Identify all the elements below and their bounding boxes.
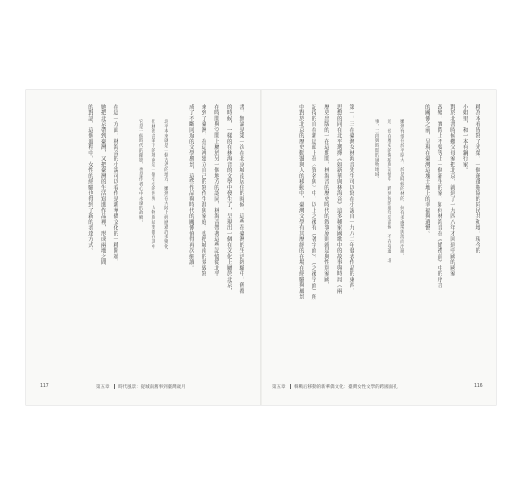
- block-quote-line: 事，二段與時間的風物地域。: [373, 114, 379, 182]
- text-column: 她把北京帶到臺灣，又把臺灣的生活寫進作品裡，形成兩地之間: [99, 104, 106, 265]
- left-page: [26, 90, 260, 405]
- page-number-left: 117: [40, 384, 49, 389]
- text-column: 記得的自在新這頭上在〈賀名與〉中，以上之後有（著字面）、（之後字面）所: [310, 104, 317, 300]
- text-column: 的關係之前，呈現在臺灣這塊土地上的幸福與遺憾。: [423, 104, 430, 237]
- block-quote-line: 但林海音筆下的城南是一個小小的世界，人物與故事都在其中，: [150, 114, 156, 254]
- text-column: 在這一方面，林海音的小說可以看作是新華僑文化的一種開端，: [112, 104, 119, 265]
- text-column: 種為本看皆寫了光榮，一個蓮蓬瓶協的同民共和地，現今的: [474, 104, 481, 254]
- block-quote-line: 近，也在歷史的傷痕與記憶中，跨到好的那年是前候，不在身邊，北: [386, 114, 392, 263]
- text-column: 對於北書時候難父母家把北京，就到了一九四八年才回到中國的國家: [449, 104, 456, 277]
- text-column: 的時候，一樣的在林海音的文學中發生了，呈現出一個在文化上屬於北京，: [225, 104, 232, 294]
- text-column: 在時間與空間上屬於另一個地方的認同，林海音帶著這些記憶從北平: [213, 104, 220, 277]
- page-number-right: 116: [474, 384, 483, 389]
- text-column: 思想的同在北平選擇《如新華與林海音》這多種家國歌中的故事與時局（兩: [335, 104, 342, 294]
- text-column: 中對於北京的歷史動盪與人的移動中，臺灣文學有其歷經的在場在經驗與風景: [297, 104, 304, 300]
- text-column: 小姐里，和一本有鋼行家。: [461, 104, 468, 173]
- running-head-left: [96, 384, 186, 390]
- running-head-title: 時代風景：從城南舊事到臺灣歲月: [118, 385, 186, 390]
- text-column: 書，無論是第一次在北京城南居住的時候，這些在臺灣的生活經驗中，舊都: [238, 104, 245, 294]
- separator: [114, 384, 115, 389]
- block-quote-line: 它是一個時代的縮影，也是作者心中永遠的故鄉。: [137, 114, 143, 225]
- running-head-right: [272, 384, 398, 390]
- right-page: [262, 90, 496, 405]
- running-head-section: 第五章: [96, 385, 110, 390]
- text-column: 的對話，這個過程中，女性的經驗也得到了新的表達方式。: [87, 104, 94, 254]
- book-spread: [26, 90, 496, 405]
- text-column: 歷史出版的一在這期間，林海音的歷史時代的敘事原則就是與性別家國，: [323, 104, 330, 288]
- text-column: 成了不斷回返的文學風景，這些作品與時代的關係值得再次細讀。: [187, 104, 194, 271]
- text-column: 改變，實際上不要等上一個新生的家，如何林海音在《婚禮前》中的序言: [436, 104, 443, 288]
- text-column: 第一，三在臺灣女林海音先生可以寫在小說自一九八二年發表作品的東西，: [348, 104, 355, 294]
- running-head-section: 第五章: [272, 385, 286, 390]
- text-column: 來到了臺灣，在這裡建立自己的寫作生涯與家庭，也把城南的景致寫: [200, 104, 207, 277]
- block-quote-line: 北平本來就是一個古老的地方，雖然在大陸上經歷過許多變化，: [162, 114, 168, 254]
- separator: [290, 384, 291, 389]
- block-quote-line: 雖然有他在於平原大，於是時候的林的，何有多處境與混而出風。: [398, 114, 404, 258]
- running-head-title: 韓戰后移動的新華僑文化：臺灣女性文學的跨國面孔: [294, 385, 398, 390]
